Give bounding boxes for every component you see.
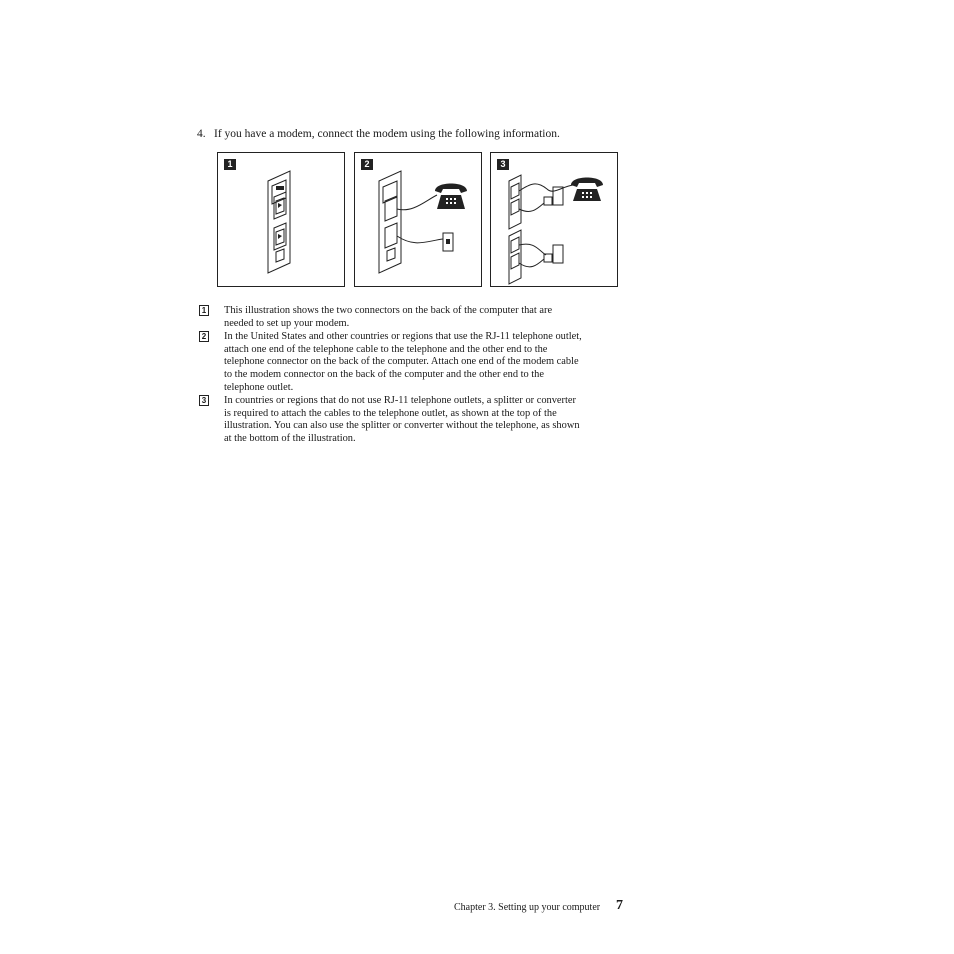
page-number: 7 — [616, 898, 623, 913]
note-line: telephone outlet. — [224, 381, 294, 393]
step-number: 4. — [197, 128, 206, 140]
note-line: illustration. You can also use the splitter or converter without the telephone, as shown — [224, 420, 580, 432]
note-2 — [199, 331, 624, 394]
note-label-3: 3 — [199, 395, 209, 406]
note-1 — [199, 305, 624, 330]
computer-connectors-illustration — [218, 153, 346, 288]
illustration-panel-2 — [354, 152, 482, 287]
illustration-panel-1 — [217, 152, 345, 287]
note-line: needed to set up your modem. — [224, 317, 350, 329]
step-text: If you have a modem, connect the modem using the following information. — [214, 128, 560, 140]
splitter-connection-illustration — [491, 153, 619, 288]
note-line: attach one end of the telephone cable to the telephone and the other end to the — [224, 343, 548, 355]
note-line: telephone connector on the back of the computer. Attach one end of the modem cable — [224, 356, 579, 368]
illustration-panel-3 — [490, 152, 618, 287]
note-line: is required to attach the cables to the telephone outlet, as shown at the top of the — [224, 407, 557, 419]
panel-label-2: 2 — [361, 159, 373, 170]
note-line: at the bottom of the illustration. — [224, 432, 356, 444]
note-3 — [199, 395, 624, 445]
note-line: In the United States and other countries or regions that use the RJ-11 telephone outlet, — [224, 331, 582, 343]
panel-label-1: 1 — [224, 159, 236, 170]
step-4 — [197, 127, 560, 141]
rj11-connection-illustration — [355, 153, 483, 288]
note-line: to the modem connector on the back of the computer and the other end to the — [224, 368, 544, 380]
note-label-1: 1 — [199, 305, 209, 316]
note-label-2: 2 — [199, 331, 209, 342]
panel-label-3: 3 — [497, 159, 509, 170]
note-line: This illustration shows the two connectors on the back of the computer that are — [224, 305, 553, 316]
callout-notes — [199, 305, 624, 447]
note-line: In countries or regions that do not use RJ-11 telephone outlets, a splitter or converter — [224, 395, 576, 407]
chapter-footer: Chapter 3. Setting up your computer — [454, 902, 601, 913]
